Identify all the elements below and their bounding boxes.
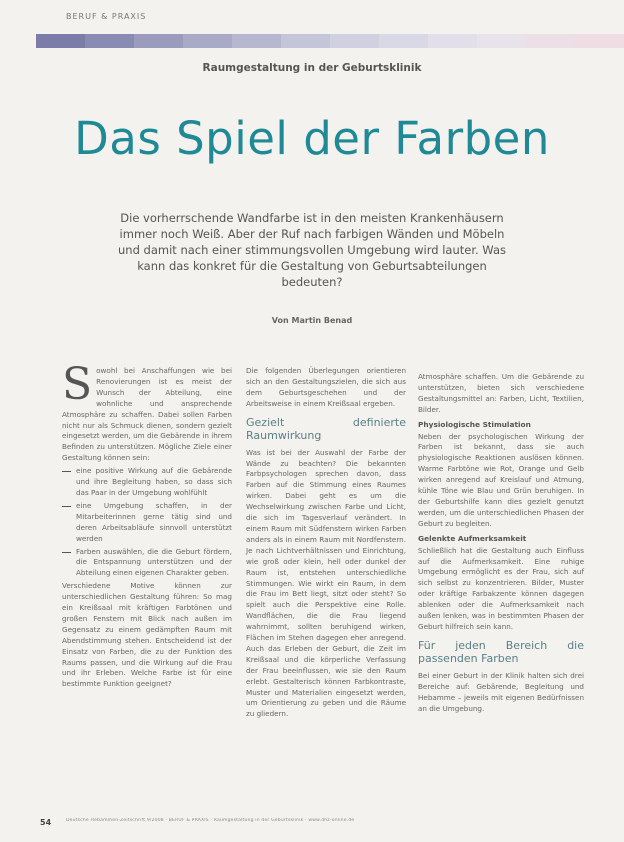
color-bar: [36, 34, 624, 48]
section-label: BERUF & PRAXIS: [66, 12, 147, 21]
page-number: 54: [40, 818, 52, 827]
color-swatch: [183, 34, 232, 48]
footer-line: Deutsche Hebammen-Zeitschrift 9/2008 · BERUF & PRAXIS · Raumgestaltung in der Geburtsklinik · www.dhz-online.de: [66, 818, 355, 823]
color-swatch: [379, 34, 428, 48]
body-paragraph: Bei einer Geburt in der Klinik halten sich drei Bereiche auf: Gebärende, Begleitung und Hebamme – jeweils mit eigenen Bedürfnissen an die Umgebung.: [418, 670, 584, 713]
color-swatch: [232, 34, 281, 48]
intro-text: owohl bei Anschaffungen wie bei Renovierungen ist es meist der Wunsch der Abteilung, eine wohnliche und ansprechende Atmosphäre zu schaffen. Dabei sollen Farben nicht nur als Schmuck dienen, sondern gezielt eingesetzt werden, um die Gebärende in ihrem Befinden zu unterstützen. Mögliche Ziele einer Gestaltung können sein:: [62, 366, 232, 463]
body-paragraph: Atmosphäre schaffen. Um die Gebärende zu unterstützen, bieten sich verschiedene Gestaltungsmittel an: Farben, Licht, Textilien, Bilder.: [418, 372, 584, 414]
article-kicker: Raumgestaltung in der Geburtsklinik: [202, 62, 422, 74]
color-swatch: [281, 34, 330, 48]
body-paragraph: Schließlich hat die Gestaltung auch Einfluss auf die Aufmerksamkeit. Eine ruhige Umgebung ermöglicht es der Frau, sich auf sich selbst zu konzentrieren. Bilder, Muster oder kräftige Farbakzente können dagegen ablenken oder die Aufmerksamkeit nach außen lenken, was in bestimmten Phasen der Geburt hilfreich sein kann.: [418, 545, 584, 631]
body-paragraph: Verschiedene Motive können zur unterschiedlichen Gestaltung führen: So mag ein Kreißsaal mit kräftigen Farbtönen und großen Fenstern mit Blick nach außen im Gegensatz zu einem gedämpften Raum mit Abendstimmung stehen. Entscheidend ist der Einsatz von Farben, die zu der Funktion des Raums passen, und die Wirkung auf die Frau und ihr Erleben. Welche Farbe ist für eine bestimmte Funktion geeignet?: [62, 581, 232, 689]
goal-list: [62, 466, 232, 579]
body-paragraph: Was ist bei der Auswahl der Farbe der Wände zu beachten? Die bekannten Farbpsychologen sprechen davon, dass Farben auf die Stimmung eines Raumes wirken. Dabei geht es um die Wechselwirkung zwischen Farbe und Licht, die sich im Tagesverlauf verändert. In einem Raum mit Südfenstern wirken Farben anders als in einem Raum mit Nordfenstern. Je nach Lichtverhältnissen und Einrichtung, wie groß oder klein, hell oder dunkel der Raum ist, entstehen unterschiedliche Stimmungen. Wie wirkt ein Raum, in dem die Frau im Bett liegt, sitzt oder steht? So spielt auch die Perspektive eine Rolle. Wandflächen, die die Frau liegend wahrnimmt, sollten beruhigend wirken, Flächen im Stehen dagegen eher anregend. Auch das Erleben der Geburt, die Zeit im Kreißsaal und die körperliche Verfassung der Frau beeinflussen, wie sie den Raum erlebt. Gestalterisch können Farbkontraste, Muster und Materialien eingesetzt werden, um Orientierung zu geben und die Räume zu gliedern.: [246, 447, 406, 719]
body-paragraph: Neben der psychologischen Wirkung der Farben ist bekannt, dass sie auch physiologische Reaktionen auslösen können. Warme Farbtöne wie Rot, Orange und Gelb wirken anregend auf Kreislauf und Atmung, kühle Töne wie Blau und Grün beruhigen. In der Geburtshilfe kann dies gezielt genutzt werden, um die unterschiedlichen Phasen der Geburt zu begleiten.: [418, 431, 584, 528]
color-swatch: [330, 34, 379, 48]
drop-cap: S: [62, 359, 93, 410]
article-lede: Die vorherrschende Wandfarbe ist in den meisten Krankenhäusern immer noch Weiß. Aber der Ruf nach farbigen Wänden und Möbeln und damit nach einer stimmungsvollen Umgebung wird lauter. Was kann das konkret für die Gestaltung von Geburtsabteilungen bedeuten?: [118, 211, 506, 289]
color-swatch: [477, 34, 526, 48]
subheading: Gelenkte Aufmerksamkeit: [418, 533, 527, 543]
color-swatch: [36, 34, 85, 48]
subheading: Für jeden Bereich die passenden Farben: [418, 638, 584, 665]
article-title: Das Spiel der Farben: [74, 112, 550, 165]
subheading: Gezielt definierte Raumwirkung: [246, 415, 406, 442]
subheading: Physiologische Stimulation: [418, 419, 531, 429]
goal-item: eine Umgebung schaffen, in der Mitarbeiterinnen gerne tätig sind und deren Arbeitsabläufe sinnvoll unterstützt werden: [62, 501, 232, 545]
text-column-3: [418, 372, 584, 716]
goal-item: Farben auswählen, die die Geburt fördern, die Entspannung unterstützen und der Abteilung einen eigenen Charakter geben.: [62, 547, 232, 580]
color-swatch: [428, 34, 477, 48]
color-swatch: [575, 34, 624, 48]
body-paragraph: Die folgenden Überlegungen orientieren sich an den Gestaltungszielen, die sich aus dem Geburtsgeschehen und der Arbeitsweise in einem Kreißsaal ergeben.: [246, 366, 406, 408]
color-swatch: [85, 34, 134, 48]
text-column-2: [246, 366, 406, 722]
intro-paragraph: [62, 359, 232, 464]
article-byline: Von Martin Benad: [271, 316, 353, 325]
color-swatch: [526, 34, 575, 48]
goal-item: eine positive Wirkung auf die Gebärende und ihre Begleitung haben, so dass sich das Paar in der Umgebung wohlfühlt: [62, 466, 232, 499]
text-column-1: [62, 359, 232, 692]
color-swatch: [134, 34, 183, 48]
